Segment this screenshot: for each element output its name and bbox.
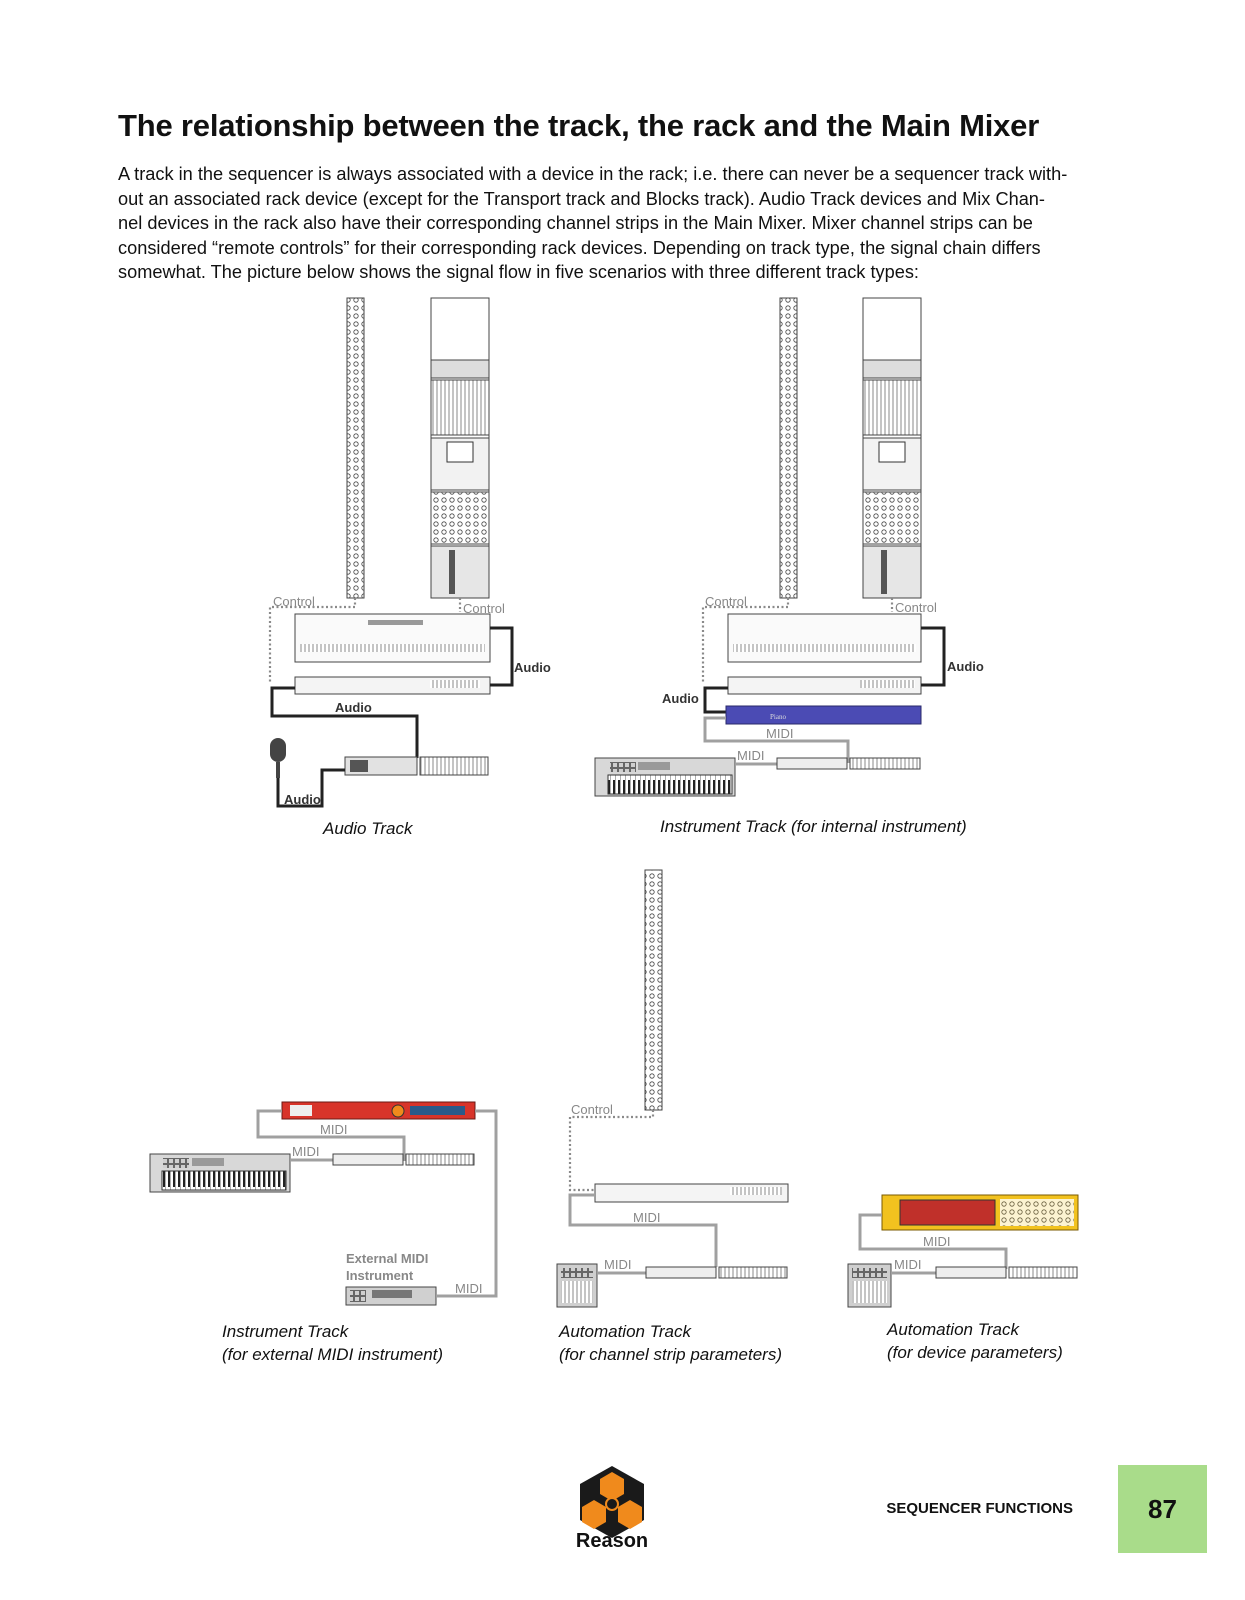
- midi-label: MIDI: [320, 1122, 348, 1137]
- intro-line: A track in the sequencer is always associated with a device in the rack; i.e. there can never be a sequencer track with-: [118, 164, 1068, 184]
- mixer-channel-strip: [780, 298, 797, 598]
- midi-label: MIDI: [923, 1234, 951, 1249]
- external-midi-label: External MIDI: [346, 1251, 429, 1266]
- intro-line: out an associated rack device (except for the Transport track and Blocks track). Audio Track devices and Mix Chan-: [118, 188, 1045, 209]
- automation-device-scenario: [848, 1195, 1078, 1307]
- piano-synth-device: [726, 706, 921, 724]
- caption-line: (for channel strip parameters): [559, 1345, 782, 1364]
- intro-line: considered “remote controls” for their corresponding rack devices. Depending on track type, the signal chain differs: [118, 237, 1041, 258]
- rack-device-column: [863, 298, 921, 598]
- control-label: Control: [273, 594, 315, 609]
- control-label: Control: [705, 594, 747, 609]
- microphone-icon: [270, 738, 286, 778]
- caption-line: (for device parameters): [887, 1343, 1063, 1362]
- midi-interface: [646, 1267, 787, 1278]
- audio-label: Audio: [514, 660, 551, 675]
- caption-instrument-internal: [660, 815, 967, 838]
- control-surface-icon: [557, 1264, 597, 1307]
- control-cable: [570, 1110, 653, 1190]
- midi-label: MIDI: [292, 1144, 320, 1159]
- caption-line: Audio Track: [323, 819, 413, 838]
- audio-cable: [490, 628, 512, 685]
- intro-line: somewhat. The picture below shows the signal flow in five scenarios with three different track types:: [118, 262, 919, 282]
- page-title: The relationship between the track, the rack and the Main Mixer: [118, 108, 1040, 143]
- synth-device: [882, 1195, 1078, 1230]
- caption-line: Instrument Track: [222, 1322, 349, 1341]
- audio-label: Audio: [947, 659, 984, 674]
- mix-channel-device: [295, 614, 490, 662]
- mixer-channel-strip: [347, 298, 364, 598]
- audio-track-device: [728, 677, 921, 694]
- intro-line: nel devices in the rack also have their corresponding channel strips in the Main Mixer. Mixer channel strips can be: [118, 213, 1033, 233]
- caption-line: Automation Track: [559, 1322, 691, 1341]
- caption-line: Instrument Track (for internal instrument): [660, 817, 967, 836]
- audio-cable: [272, 688, 417, 758]
- control-label: Control: [895, 600, 937, 615]
- midi-label: MIDI: [633, 1210, 661, 1225]
- audio-cable: [705, 688, 728, 712]
- audio-track-device: [295, 677, 490, 694]
- caption-instrument-external: [222, 1320, 443, 1366]
- mix-channel-device: [595, 1184, 788, 1202]
- control-surface-icon: [848, 1264, 891, 1307]
- synth-name-label: Piano: [770, 713, 786, 721]
- caption-audio-track: [323, 817, 412, 840]
- midi-label: MIDI: [737, 748, 765, 763]
- footer-section-name: SEQUENCER FUNCTIONS: [886, 1500, 1073, 1517]
- caption-automation-channel: [559, 1320, 782, 1366]
- caption-line: Automation Track: [887, 1320, 1019, 1339]
- reason-logo-icon: [580, 1466, 644, 1538]
- midi-interface: [936, 1267, 1077, 1278]
- midi-label: MIDI: [455, 1281, 483, 1296]
- mix-channel-device: [728, 614, 921, 662]
- midi-label: MIDI: [894, 1257, 922, 1272]
- midi-keyboard-icon: [150, 1154, 290, 1192]
- midi-label: MIDI: [766, 726, 794, 741]
- control-label: Control: [571, 1102, 613, 1117]
- external-midi-label: Instrument: [346, 1268, 414, 1283]
- midi-cable: [437, 1111, 496, 1296]
- page-number-tab: [1118, 1465, 1207, 1553]
- external-midi-module: [346, 1287, 436, 1305]
- logo-wordmark: Reason: [575, 1530, 649, 1552]
- audio-label: Audio: [284, 792, 321, 807]
- page-number: 87: [1148, 1493, 1177, 1524]
- audio-interface: [345, 757, 488, 775]
- midi-cable: [570, 1195, 716, 1267]
- audio-track-scenario: [270, 298, 512, 806]
- audio-label: Audio: [335, 700, 372, 715]
- midi-label: MIDI: [604, 1257, 632, 1272]
- midi-interface: [333, 1154, 474, 1165]
- automation-channel-scenario: [557, 870, 788, 1307]
- control-label: Control: [463, 601, 505, 616]
- midi-keyboard-icon: [595, 758, 735, 796]
- caption-line: (for external MIDI instrument): [222, 1345, 444, 1364]
- mixer-channel-strip: [645, 870, 662, 1110]
- audio-label: Audio: [662, 691, 699, 706]
- caption-automation-device: [887, 1318, 1063, 1364]
- audio-cable: [921, 628, 944, 685]
- external-instrument-device: [282, 1102, 475, 1119]
- rack-device-column: [431, 298, 489, 598]
- instrument-internal-scenario: [595, 298, 944, 796]
